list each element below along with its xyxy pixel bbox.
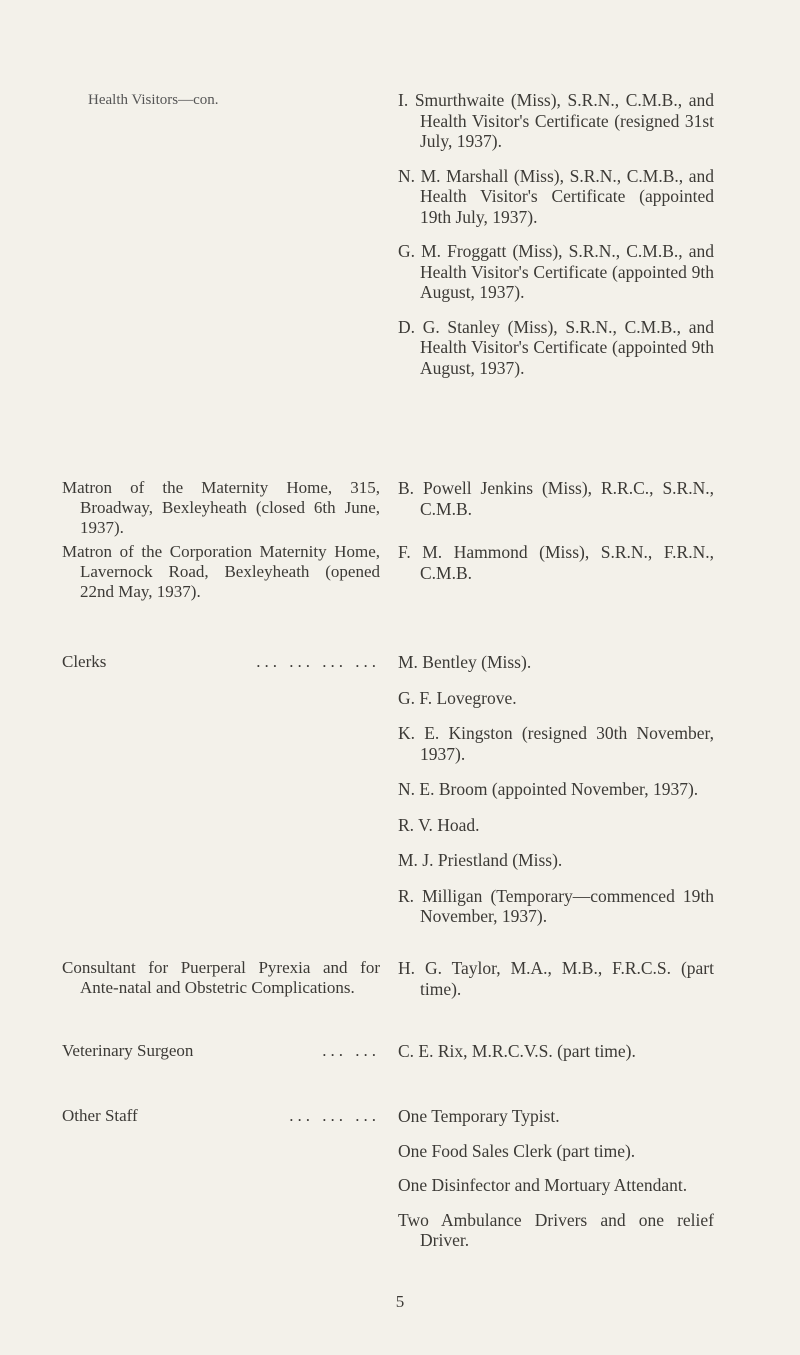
other-staff-entry: Two Ambulance Drivers and one relief Driver. <box>398 1209 714 1250</box>
matron-corporation-home-label: Matron of the Corporation Maternity Home, Lavernock Road, Bexleyheath (opened 22nd May, 1937). <box>62 542 380 601</box>
consultant-entry: H. G. Taylor, M.A., M.B., F.R.C.S. (part time). <box>398 958 714 999</box>
health-visitor-entry: N. M. Marshall (Miss), S.R.N., C.M.B., and Health Visitor's Certificate (appointed 19th July, 1937). <box>398 165 714 227</box>
page-number: 5 <box>395 1292 405 1311</box>
other-staff-label: Other Staff <box>62 1106 138 1125</box>
veterinary-entry: C. E. Rix, M.R.C.V.S. (part time). <box>398 1041 636 1061</box>
clerk-entry: G. F. Lovegrove. <box>398 687 517 708</box>
clerks-list <box>398 652 714 927</box>
other-staff-label-row <box>62 1106 380 1126</box>
health-visitor-entry: G. M. Froggatt (Miss), S.R.N., C.M.B., and Health Visitor's Certificate (appointed 9th August, 1937). <box>398 241 714 302</box>
clerk-entry: R. V. Hoad. <box>398 814 480 835</box>
clerks-label-row <box>62 652 380 672</box>
consultant-entry-wrap <box>398 958 714 999</box>
matron-entry: F. M. Hammond (Miss), S.R.N., F.R.N., C.M.B. <box>398 542 714 583</box>
clerk-entry: N. E. Broom (appointed November, 1937). <box>398 779 699 799</box>
clerks-label: Clerks <box>62 652 107 671</box>
leader-dots: ... ... <box>322 1041 380 1060</box>
veterinary-label: Veterinary Surgeon <box>62 1041 194 1060</box>
clerk-entry: M. J. Priestland (Miss). <box>398 850 563 870</box>
clerk-entry: M. Bentley (Miss). <box>398 652 532 672</box>
matron-entry: B. Powell Jenkins (Miss), R.R.C., S.R.N., C.M.B. <box>398 478 714 519</box>
veterinary-entry-wrap <box>398 1041 714 1062</box>
leader-dots: ... ... ... ... <box>256 652 380 671</box>
other-staff-list <box>398 1106 714 1251</box>
matron-maternity-home-label: Matron of the Maternity Home, 315, Broadway, Bexleyheath (closed 6th June, 1937). <box>62 478 380 537</box>
health-visitors-heading: Health Visitors—con. <box>88 92 219 108</box>
other-staff-entry: One Temporary Typist. <box>398 1106 560 1126</box>
veterinary-label-row <box>62 1041 380 1061</box>
health-visitor-entry: I. Smurthwaite (Miss), S.R.N., C.M.B., and Health Visitor's Certificate (resigned 31st July, 1937). <box>398 90 714 151</box>
leader-dots: ... ... ... <box>289 1106 380 1125</box>
other-staff-entry: One Disinfector and Mortuary Attendant. <box>398 1175 688 1195</box>
health-visitors-list <box>398 90 714 378</box>
matron-maternity-home-entry <box>398 478 714 519</box>
other-staff-entry: One Food Sales Clerk (part time). <box>398 1140 636 1161</box>
health-visitor-entry: D. G. Stanley (Miss), S.R.N., C.M.B., and Health Visitor's Certificate (appointed 9th August, 1937). <box>398 316 714 378</box>
consultant-label: Consultant for Puerperal Pyrexia and for Ante-natal and Obstetric Complications. <box>62 958 380 997</box>
clerk-entry: K. E. Kingston (resigned 30th November, 1937). <box>398 723 714 764</box>
matron-corporation-home-entry <box>398 542 714 583</box>
clerk-entry: R. Milligan (Temporary—commenced 19th November, 1937). <box>398 885 714 926</box>
